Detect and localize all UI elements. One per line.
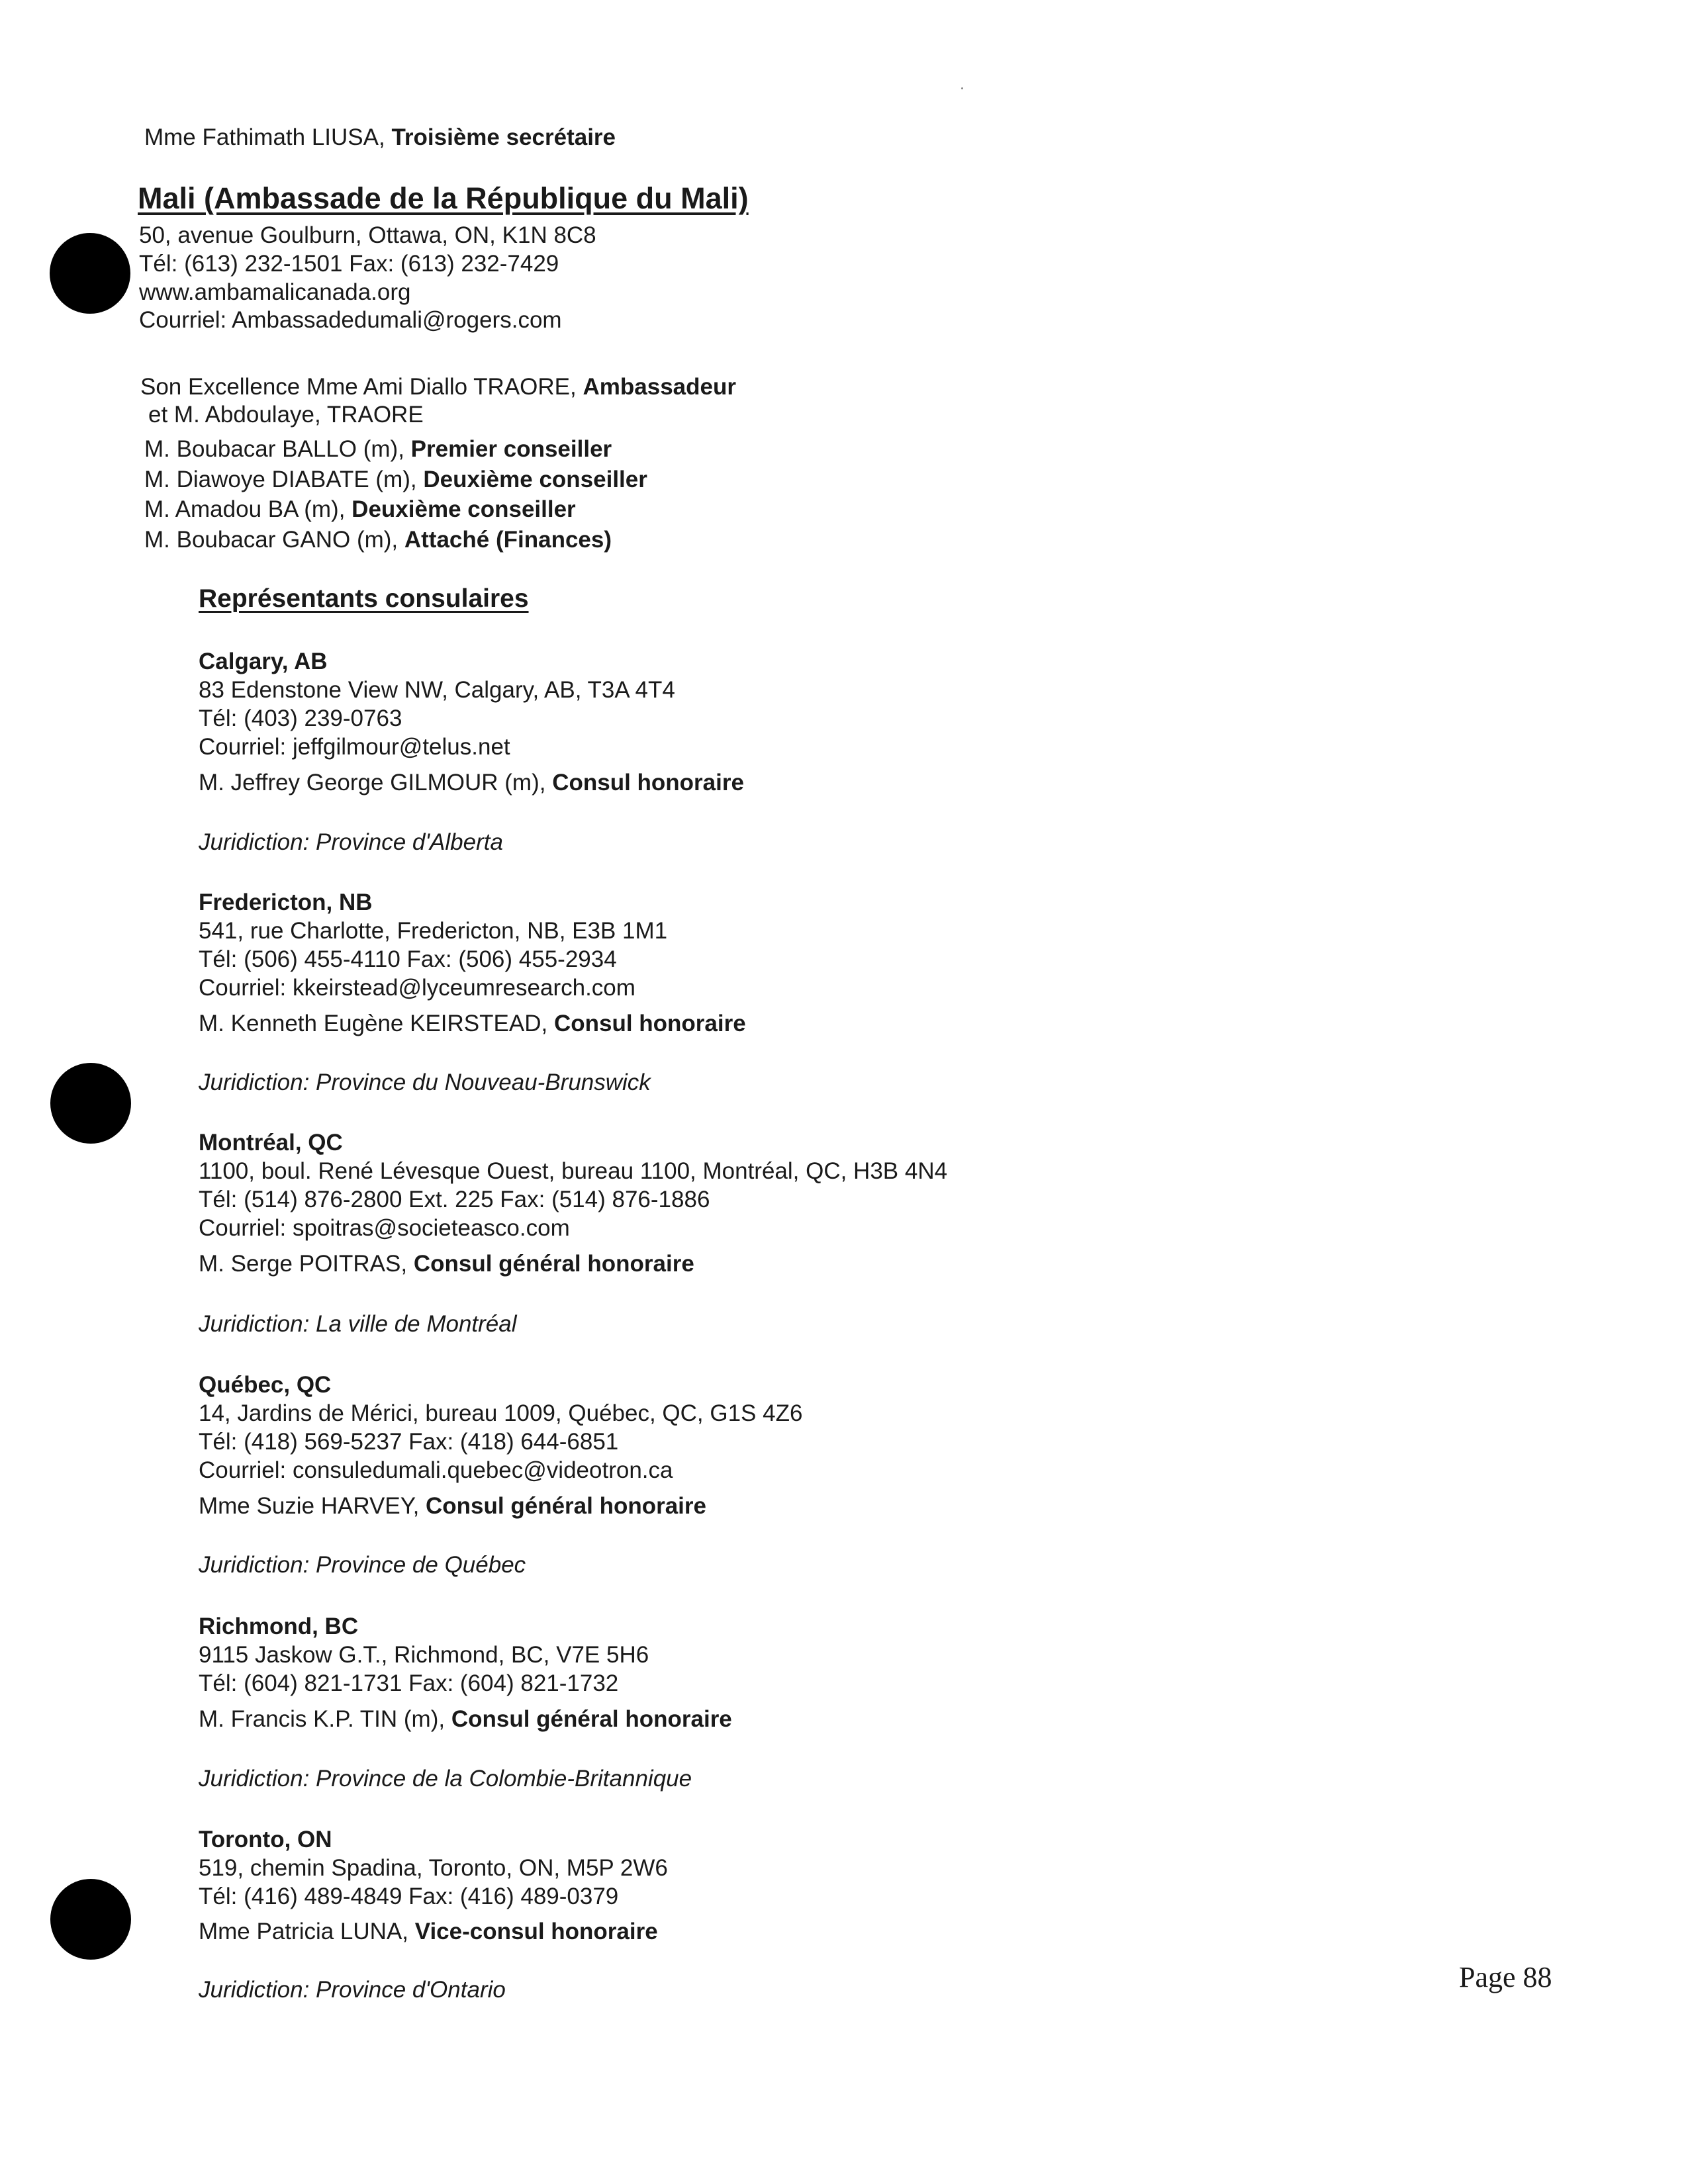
office-email: Courriel: consuledumali.quebec@videotron.ca — [199, 1457, 673, 1483]
office-city: Montréal, QC — [199, 1130, 343, 1156]
office-address: 9115 Jaskow G.T., Richmond, BC, V7E 5H6 — [199, 1642, 649, 1668]
representative-name: Mme Patricia LUNA — [199, 1919, 402, 1944]
office-phone: Tél: (403) 239-0763 — [199, 705, 402, 731]
punch-hole-mark — [50, 233, 130, 314]
representative-title: Consul général honoraire — [426, 1493, 706, 1519]
office-email: Courriel: spoitras@societeasco.com — [199, 1215, 570, 1241]
scan-speck — [961, 87, 963, 89]
representative-name: Mme Suzie HARVEY — [199, 1493, 413, 1519]
office-representative: Mme Patricia LUNA, Vice-consul honoraire — [199, 1919, 658, 1944]
representative-title: Consul honoraire — [553, 1011, 746, 1036]
office-address: 1100, boul. René Lévesque Ouest, bureau 1100, Montréal, QC, H3B 4N4 — [199, 1158, 948, 1184]
office-representative: M. Kenneth Eugène KEIRSTEAD, Consul honoraire — [199, 1011, 746, 1036]
staff-title: Troisième secrétaire — [391, 124, 616, 150]
office-phone: Tél: (514) 876-2800 Ext. 225 Fax: (514) 876-1886 — [199, 1187, 710, 1212]
punch-hole-mark — [50, 1879, 131, 1960]
office-address: 83 Edenstone View NW, Calgary, AB, T3A 4T4 — [199, 677, 675, 703]
embassy-title: Mali (Ambassade de la République du Mali) — [138, 181, 749, 215]
staff-line: Mme Fathimath LIUSA, Troisième secrétaire — [144, 124, 616, 150]
representative-name: M. Jeffrey George GILMOUR (m) — [199, 770, 539, 796]
office-address: 519, chemin Spadina, Toronto, ON, M5P 2W6 — [199, 1855, 668, 1881]
staff-row-title: Deuxième conseiller — [352, 496, 576, 522]
embassy-address: 50, avenue Goulburn, Ottawa, ON, K1N 8C8 — [139, 222, 596, 248]
office-phone: Tél: (416) 489-4849 Fax: (416) 489-0379 — [199, 1884, 619, 1909]
staff-row-name: M. Boubacar BALLO (m) — [144, 436, 399, 462]
representative-title: Vice-consul honoraire — [414, 1919, 658, 1944]
office-email: Courriel: kkeirstead@lyceumresearch.com — [199, 975, 635, 1001]
office-city: Québec, QC — [199, 1372, 332, 1398]
page-number: Page 88 — [1459, 1961, 1552, 1993]
office-address: 14, Jardins de Mérici, bureau 1009, Québec, QC, G1S 4Z6 — [199, 1400, 803, 1426]
staff-name: Mme Fathimath LIUSA — [144, 124, 379, 150]
representative-name: M. Serge POITRAS — [199, 1251, 401, 1277]
staff-row: M. Amadou BA (m), Deuxième conseiller — [144, 496, 576, 522]
consular-section-title: Représentants consulaires — [199, 584, 529, 613]
staff-row: M. Boubacar BALLO (m), Premier conseiller — [144, 436, 612, 462]
staff-row-title: Premier conseiller — [410, 436, 612, 462]
office-jurisdiction: Juridiction: Province d'Alberta — [199, 829, 503, 855]
ambassador-line: Son Excellence Mme Ami Diallo TRAORE, Ambassadeur — [140, 374, 736, 400]
office-city: Richmond, BC — [199, 1614, 359, 1639]
embassy-website: www.ambamalicanada.org — [139, 279, 411, 305]
staff-row-title: Attaché (Finances) — [404, 527, 612, 553]
office-phone: Tél: (418) 569-5237 Fax: (418) 644-6851 — [199, 1429, 619, 1455]
representative-title: Consul honoraire — [552, 770, 744, 796]
office-city: Calgary, AB — [199, 649, 328, 674]
representative-name: M. Kenneth Eugène KEIRSTEAD — [199, 1011, 541, 1036]
staff-row-name: M. Boubacar GANO (m) — [144, 527, 392, 553]
representative-title: Consul général honoraire — [413, 1251, 694, 1277]
ambassador-spouse: et M. Abdoulaye, TRAORE — [148, 402, 424, 428]
office-jurisdiction: Juridiction: Province de la Colombie-Britannique — [199, 1766, 692, 1792]
staff-row-name: M. Diawoye DIABATE (m) — [144, 467, 410, 492]
office-representative: M. Serge POITRAS, Consul général honoraire — [199, 1251, 694, 1277]
office-phone: Tél: (604) 821-1731 Fax: (604) 821-1732 — [199, 1670, 619, 1696]
embassy-email: Courriel: Ambassadedumali@rogers.com — [139, 307, 562, 333]
staff-row-name: M. Amadou BA (m) — [144, 496, 339, 522]
office-jurisdiction: Juridiction: Province de Québec — [199, 1552, 526, 1578]
office-jurisdiction: Juridiction: Province d'Ontario — [199, 1977, 506, 2003]
embassy-phone: Tél: (613) 232-1501 Fax: (613) 232-7429 — [139, 251, 559, 277]
office-address: 541, rue Charlotte, Fredericton, NB, E3B 1M1 — [199, 918, 668, 944]
office-email: Courriel: jeffgilmour@telus.net — [199, 734, 510, 760]
representative-name: M. Francis K.P. TIN (m) — [199, 1706, 439, 1732]
office-jurisdiction: Juridiction: La ville de Montréal — [199, 1311, 517, 1337]
office-city: Toronto, ON — [199, 1827, 332, 1852]
staff-row: M. Boubacar GANO (m), Attaché (Finances) — [144, 527, 612, 553]
punch-hole-mark — [50, 1063, 131, 1144]
staff-row-title: Deuxième conseiller — [423, 467, 647, 492]
office-representative: Mme Suzie HARVEY, Consul général honoraire — [199, 1493, 706, 1519]
staff-row: M. Diawoye DIABATE (m), Deuxième conseiller — [144, 467, 647, 492]
ambassador-title: Ambassadeur — [583, 374, 736, 400]
representative-title: Consul général honoraire — [451, 1706, 732, 1732]
ambassador-name: Son Excellence Mme Ami Diallo TRAORE — [140, 374, 571, 400]
office-phone: Tél: (506) 455-4110 Fax: (506) 455-2934 — [199, 946, 617, 972]
office-jurisdiction: Juridiction: Province du Nouveau-Brunswick — [199, 1069, 651, 1095]
office-representative: M. Jeffrey George GILMOUR (m), Consul honoraire — [199, 770, 744, 796]
office-representative: M. Francis K.P. TIN (m), Consul général honoraire — [199, 1706, 732, 1732]
office-city: Fredericton, NB — [199, 889, 373, 915]
